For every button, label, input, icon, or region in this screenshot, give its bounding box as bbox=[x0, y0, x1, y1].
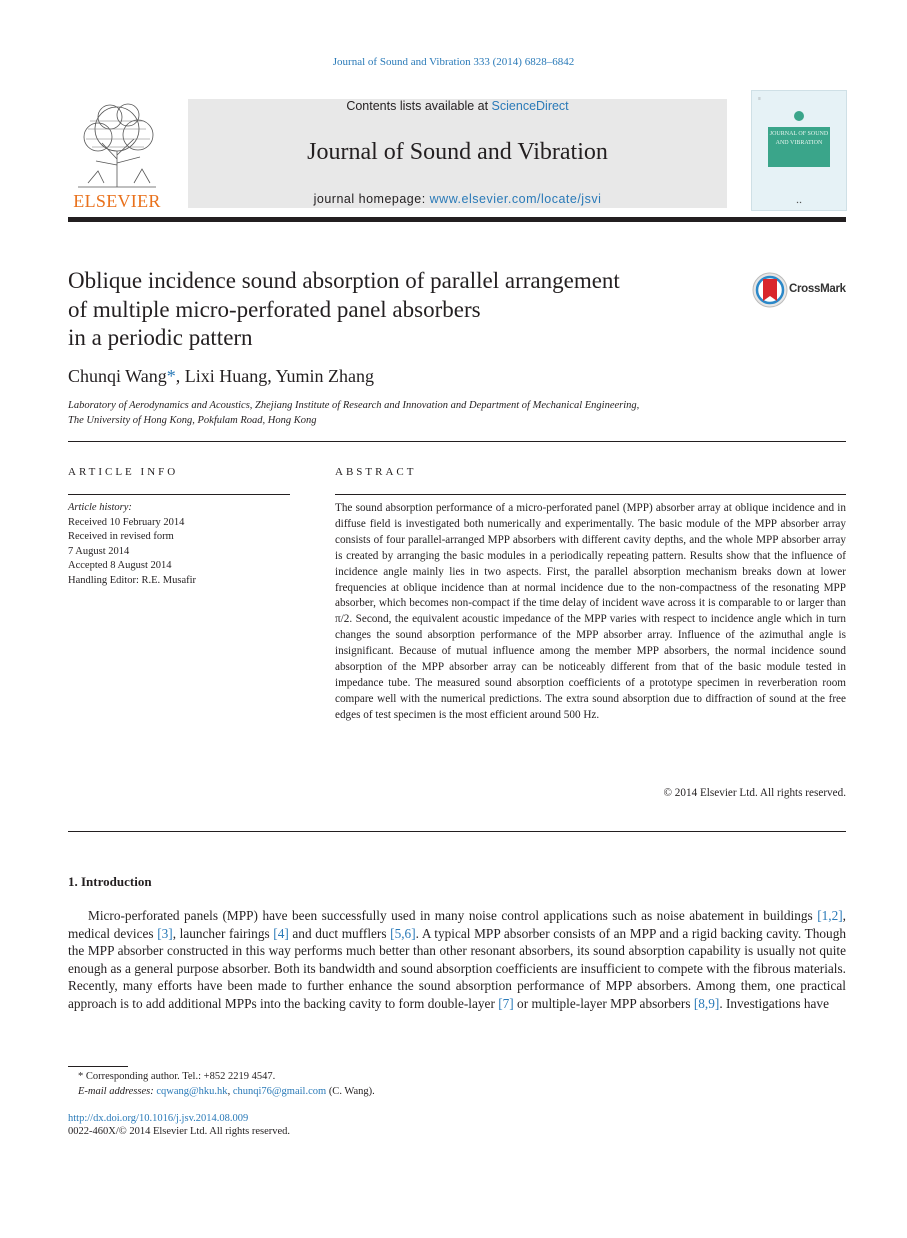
author-name: Chunqi Wang bbox=[68, 366, 167, 386]
footnote-rule bbox=[68, 1066, 128, 1067]
cover-top-mark: ≡ bbox=[758, 97, 761, 102]
doi-link[interactable]: http://dx.doi.org/10.1016/j.jsv.2014.08.009 bbox=[68, 1113, 249, 1124]
journal-cover-thumbnail[interactable] bbox=[751, 90, 847, 211]
cover-title-panel: JOURNAL OF SOUND AND VIBRATION bbox=[768, 127, 830, 167]
citation-link[interactable]: [1,2] bbox=[817, 908, 843, 923]
divider bbox=[335, 494, 846, 495]
email-link[interactable]: cqwang@hku.hk bbox=[156, 1086, 228, 1097]
homepage-line: journal homepage: www.elsevier.com/locate/jsvi bbox=[313, 192, 602, 206]
divider bbox=[68, 441, 846, 442]
intro-paragraph: Micro-perforated panels (MPP) have been successfully used in many noise control applications such as noise abatement in buildings [1,2], medical devices [3], launcher fairings [4] and duct mufflers [5,6]. A typical MPP absorber consists of an MPP and a rigid backing cavity. Though the MPP absorber constructed in this way performs much better than other resonant absorbers, its sound absorption capability is usually not quite enough as a general purpose absorber. Both its bandwidth and sound absorption coefficients are insufficient to compete with the fibrous materials. Recently, many efforts have been made to further enhance the sound absorption performance of MPP absorbers. Among them, one practical approach is to add additional MPPs into the backing cavity to form double-layer [7] or multiple-layer MPP absorbers [8,9]. Investigations have bbox=[68, 908, 846, 1011]
header-rule bbox=[68, 217, 846, 222]
footnote bbox=[68, 1069, 846, 1099]
revised-label: Received in revised form bbox=[68, 531, 174, 542]
citation-link[interactable]: [7] bbox=[498, 995, 514, 1011]
sciencedirect-link[interactable]: ScienceDirect bbox=[491, 99, 569, 113]
citation-link[interactable]: [4] bbox=[273, 925, 289, 941]
crossmark-icon bbox=[752, 272, 788, 308]
history-label: Article history: bbox=[68, 502, 132, 513]
abstract-body: The sound absorption performance of a micro-perforated panel (MPP) absorber array at oblique incidence and in diffuse field is investigated both numerically and experimentally. The basic module of the MPP absorber array consists of four parallel-arranged MPP absorbers with different cavity depths, and the whole MPP absorber array is created by arranging the basic modules in a periodically repeating pattern. Results show that the influence of incidence angle mainly lies in two aspects. First, the parallel absorption mechanism breaks down at lower frequencies at oblique incidence than at normal incidence due to the non-compactness of the resonating MPP absorber, which becomes non-compact if the time delay of incident wave across it is comparable to or larger than π/2. Second, the equivalent acoustic impedance of the MPP varies with respect to incidence angle which in turn changes the sound absorption performance of the MPP absorber array. Influence of the azimuthal angle is insignificant. Because of mutual influence among the member MPP absorbers, the normal incidence sound absorption of the MPP absorber array can be noticeably different from that of the basic module tested in impedance tube. The measured sound absorption coefficients of a prototype specimen in reverberation room compare well with the numerical predictions. The extra sound absorption due to diffraction of sound at the free edges of test specimen is the most efficient around 500 Hz. bbox=[335, 502, 846, 721]
citation-link[interactable]: [8,9] bbox=[693, 995, 720, 1011]
crossmark-badge[interactable] bbox=[752, 272, 847, 308]
abstract-copyright: © 2014 Elsevier Ltd. All rights reserved. bbox=[663, 787, 846, 799]
affiliation: Laboratory of Aerodynamics and Acoustics, Zhejiang Institute of Research and Innovation and Department of Mechanical Engineering, The University of Hong Kong, Pokfulam Road, Hong Kong bbox=[68, 400, 640, 426]
journal-reference[interactable]: Journal of Sound and Vibration 333 (2014) 6828–6842 bbox=[332, 56, 575, 68]
elsevier-logo bbox=[68, 99, 166, 210]
author-list bbox=[68, 366, 374, 387]
article-title: Oblique incidence sound absorption of parallel arrangement of multiple micro-perforated panel absorbers in a periodic pattern bbox=[68, 268, 620, 350]
other-authors: , Lixi Huang, Yumin Zhang bbox=[175, 366, 375, 386]
contents-line: Contents lists available at ScienceDirect bbox=[346, 99, 569, 113]
homepage-link[interactable]: www.elsevier.com/locate/jsvi bbox=[429, 192, 602, 206]
section-heading: 1. Introduction bbox=[68, 874, 152, 889]
abstract-heading: ABSTRACT bbox=[335, 466, 417, 478]
accepted-date: Accepted 8 August 2014 bbox=[68, 560, 172, 571]
corresponding-mark[interactable]: * bbox=[166, 366, 176, 386]
received-date: Received 10 February 2014 bbox=[68, 516, 185, 528]
article-info-heading: ARTICLE INFO bbox=[68, 466, 179, 478]
divider bbox=[68, 494, 290, 495]
issn-copyright: 0022-460X/© 2014 Elsevier Ltd. All rights reserved. bbox=[68, 1126, 291, 1137]
citation-link[interactable]: [5,6] bbox=[390, 925, 416, 941]
corresponding-author-note: * Corresponding author. Tel.: +852 2219 4547. bbox=[78, 1071, 276, 1082]
citation-link[interactable]: [3] bbox=[157, 925, 173, 941]
handling-editor: Handling Editor: R.E. Musafir bbox=[68, 574, 197, 586]
elsevier-wordmark: ELSEVIER bbox=[73, 191, 161, 211]
divider bbox=[68, 831, 846, 832]
journal-title: Journal of Sound and Vibration bbox=[307, 139, 608, 165]
article-history bbox=[68, 501, 290, 588]
journal-masthead bbox=[188, 99, 727, 208]
cover-emblem-icon bbox=[794, 111, 804, 121]
email-link[interactable]: chunqi76@gmail.com bbox=[232, 1086, 327, 1097]
cover-publisher-mark: ▪ ▪ bbox=[796, 201, 802, 206]
elsevier-tree-icon bbox=[68, 99, 166, 191]
revised-date: 7 August 2014 bbox=[68, 545, 130, 557]
crossmark-label: CrossMark bbox=[789, 283, 846, 295]
email-addresses: E-mail addresses: cqwang@hku.hk, chunqi76@gmail.com (C. Wang). bbox=[78, 1086, 375, 1097]
